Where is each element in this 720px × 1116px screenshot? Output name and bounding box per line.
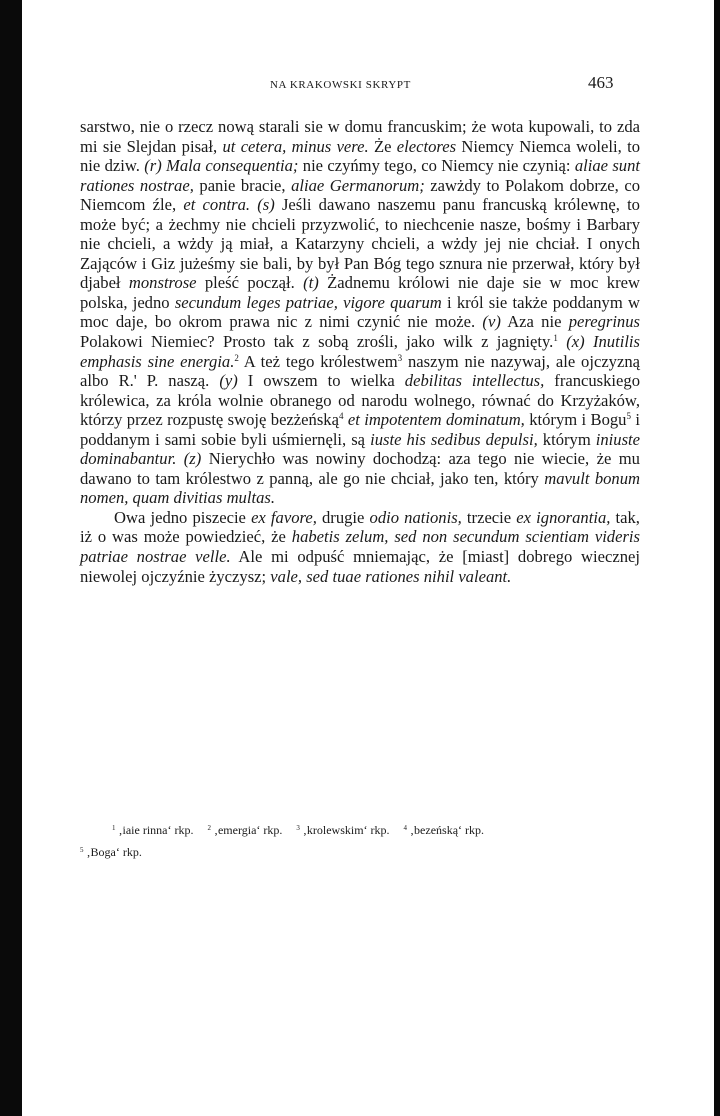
footnote-number: 4 bbox=[403, 824, 408, 832]
latin-phrase: (v) bbox=[482, 312, 501, 332]
footnote-text: ‚Boga‘ rkp. bbox=[86, 845, 142, 859]
footnote-number: 2 bbox=[207, 824, 211, 832]
footnote bbox=[207, 818, 282, 840]
footnote-line-2 bbox=[80, 840, 640, 862]
footnote-number: 1 bbox=[112, 824, 116, 832]
text-run: zawżdy to Polakom dobrze, co Niemcom źle, bbox=[80, 175, 640, 215]
latin-phrase: habetis zelum, sed non secundum scientiam videris patriae nostrae velle. bbox=[80, 527, 640, 567]
footnote bbox=[404, 818, 484, 840]
latin-phrase: iniuste dominabantur. (z) bbox=[80, 429, 641, 469]
text-run: Ale mi odpuść mniemając, że [miast] dobrego wiecznej niewolej ojczyźnie życzysz; bbox=[80, 547, 640, 586]
text-run: A też tego królestwem bbox=[238, 351, 398, 371]
text-run bbox=[558, 332, 566, 351]
footnote bbox=[80, 840, 142, 862]
latin-phrase: et impotentem dominatum, bbox=[347, 410, 525, 430]
text-run: Jeśli dawano naszemu panu francuską królewnę, to może być; a żechmy nie chcieli przyzwolić, to niechcenie nasze, bośmy i Barbary nie chcieli, a wżdy ją miał, a Katarzyny chcieli, a wżdy jej nie chciał. I onych Zająców i Giz jużeśmy sie bali, by był Pan Bóg tego sznura nie przerwał, który był djabeł bbox=[80, 195, 640, 293]
page-number: 463 bbox=[588, 73, 614, 92]
text-run: naszym nie nazywaj, ale ojczyzną albo R.' P. naszą. bbox=[80, 351, 641, 391]
text-run: Owa jedno piszecie bbox=[114, 507, 252, 527]
latin-phrase: odio nationis, bbox=[369, 507, 462, 527]
text-run: Żadnemu królowi nie daje sie w moc krew polska, jedno bbox=[80, 273, 640, 312]
latin-phrase: (x) Inutilis emphasis sine energia. bbox=[80, 332, 641, 371]
text-run: sarstwo, nie o rzecz nową starali sie w domu francuskim; że wota kupowali, to zda mi sie Slejdan pisał, bbox=[80, 117, 640, 156]
text-run: pleść począł. bbox=[196, 273, 304, 293]
text-run: trzecie bbox=[461, 507, 517, 527]
latin-phrase: et contra. (s) bbox=[183, 195, 275, 215]
footnote-ref: 5 bbox=[626, 411, 631, 422]
latin-phrase: iuste his sedibus depulsi, bbox=[370, 429, 538, 449]
latin-phrase: monstrose bbox=[128, 273, 197, 293]
footnote-text: ‚bezeńską‘ rkp. bbox=[410, 823, 485, 837]
text-run: panie bracie, bbox=[193, 175, 292, 195]
latin-phrase: ut cetera, minus vere. bbox=[222, 136, 369, 156]
latin-phrase: electores bbox=[396, 136, 457, 156]
footnote-ref: 1 bbox=[553, 333, 558, 344]
page-edge-left bbox=[0, 0, 22, 1116]
paragraph-2 bbox=[80, 508, 640, 586]
footnote-line-1 bbox=[80, 818, 640, 840]
latin-phrase: mavult bonum nomen, quam divitias multas. bbox=[80, 468, 641, 508]
latin-phrase: aliae sunt rationes nostrae, bbox=[80, 156, 640, 195]
main-text bbox=[80, 117, 640, 586]
latin-phrase: peregrinus bbox=[568, 312, 640, 332]
footnote-ref: 3 bbox=[397, 352, 403, 363]
running-head: NA KRAKOWSKI SKRYPT bbox=[270, 79, 411, 91]
latin-phrase: aliae Germanorum; bbox=[291, 175, 425, 195]
text-run: Że bbox=[368, 136, 397, 156]
text-run: Aza nie bbox=[500, 312, 569, 332]
text-run: Polakowi Niemiec? Prosto tak z sobą zrośli, jako wilk z jagnięty. bbox=[80, 332, 554, 352]
paragraph-1 bbox=[80, 117, 640, 508]
text-run: Niemcy Niemca woleli, to nie dziw. bbox=[80, 136, 640, 176]
footnote-number: 3 bbox=[296, 824, 300, 832]
footnote-ref: 4 bbox=[338, 411, 344, 422]
latin-phrase: (y) bbox=[219, 371, 238, 391]
text-run: i poddanym i sami sobie byli uśmiernęli, są bbox=[80, 410, 640, 449]
page-edge-right bbox=[714, 0, 720, 1116]
latin-phrase: (r) Mala consequentia; bbox=[144, 156, 299, 176]
latin-phrase: ex ignorantia, bbox=[516, 507, 611, 527]
text-run: nie czyńmy tego, co Niemcy nie czynią: bbox=[298, 156, 575, 176]
latin-phrase: secundum leges patriae, vigore quarum bbox=[174, 292, 442, 312]
latin-phrase: debilitas intellectus, bbox=[404, 371, 545, 391]
text-run: którym bbox=[537, 429, 596, 449]
footnote bbox=[296, 818, 389, 840]
text-run: tak, iż o was może powiedzieć, że bbox=[80, 507, 640, 547]
text-run: którym i Bogu bbox=[524, 410, 627, 430]
latin-phrase: (t) bbox=[303, 273, 319, 293]
text-run: I owszem to wielka bbox=[237, 371, 405, 391]
text-run: Nierychło was nowiny dochodzą: aza tego nie wiecie, że mu dawano to tam królestwo z panną, ale go nie chciał, jako ten, który bbox=[80, 449, 640, 488]
footnote-ref: 2 bbox=[234, 352, 239, 363]
footnote-text: ‚iaie rinna‘ rkp. bbox=[118, 823, 194, 837]
footnote-text: ‚krolewskim‘ rkp. bbox=[302, 823, 390, 837]
latin-phrase: ex favore, bbox=[251, 507, 317, 527]
latin-phrase: vale, sed tuae rationes nihil valeant. bbox=[270, 566, 512, 586]
text-run: drugie bbox=[316, 507, 370, 527]
footnote-text: ‚emergia‘ rkp. bbox=[213, 823, 283, 837]
text-run: francuskiego królewica, za króla wolnie obranego od narodu wolnego, równać do Krzyżaków, którzy przez rozpustę swoję bezżeńską bbox=[80, 371, 640, 430]
footnote-number: 5 bbox=[80, 846, 84, 854]
footnote bbox=[112, 818, 193, 840]
text-run: i król sie także poddanym w moc daje, bo okrom prawa nic z nimi czynić nie może. bbox=[80, 292, 640, 332]
footnotes bbox=[80, 818, 640, 862]
